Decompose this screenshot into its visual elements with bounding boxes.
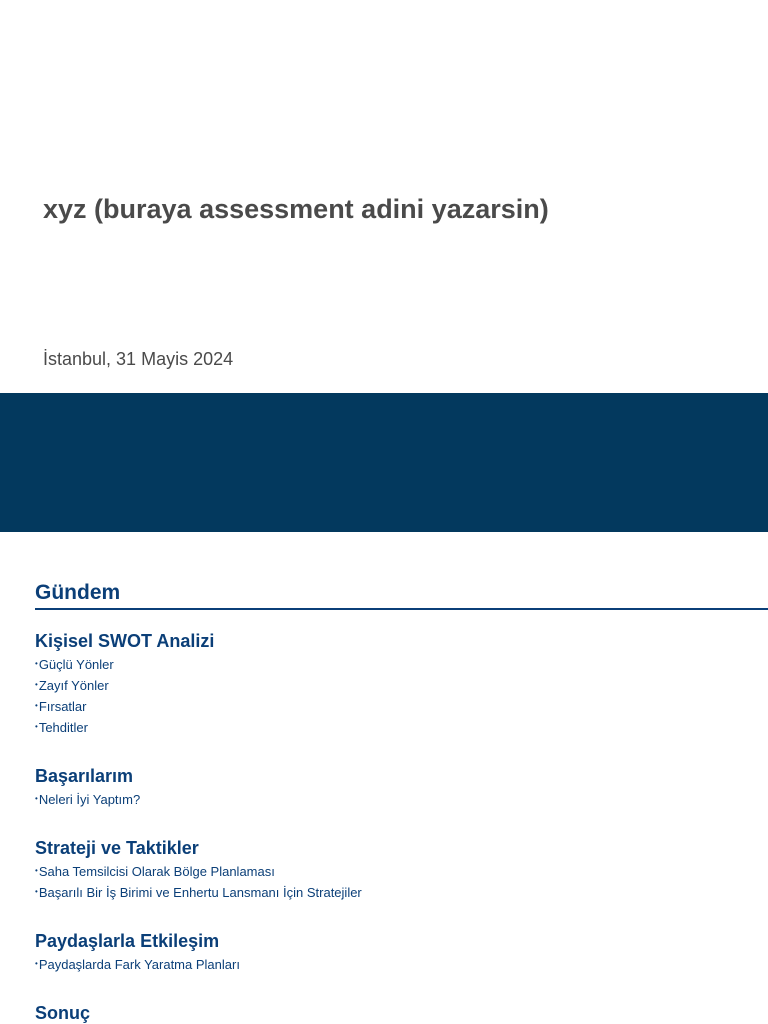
list-item: •Saha Temsilcisi Olarak Bölge Planlaması	[35, 864, 275, 879]
agenda-section-strategy	[35, 836, 755, 903]
agenda-heading: Gündem	[35, 581, 121, 604]
bullet-icon: •	[35, 659, 38, 668]
list-item: •Zayıf Yönler	[35, 678, 109, 693]
bullet-icon: •	[35, 887, 38, 896]
presentation-title: xyz (buraya assessment adini yazarsin)	[43, 194, 549, 224]
section-title: Başarılarım	[35, 766, 134, 786]
agenda-divider	[35, 608, 768, 610]
agenda-section-swot	[35, 629, 755, 738]
list-item: •Başarılı Bir İş Birimi ve Enhertu Lansmanı İçin Stratejiler	[35, 885, 362, 900]
list-item: •Paydaşlarda Fark Yaratma Planları	[35, 957, 240, 972]
section-title: Strateji ve Taktikler	[35, 838, 199, 858]
section-title: Paydaşlarla Etkileşim	[35, 931, 220, 951]
list-item: •Fırsatlar	[35, 699, 87, 714]
cover-color-band	[0, 393, 768, 532]
list-item: •Neleri İyi Yaptım?	[35, 792, 141, 807]
bullet-icon: •	[35, 794, 38, 803]
section-title: Sonuç	[35, 1003, 91, 1023]
agenda-section-conclusion	[35, 1001, 755, 1024]
bullet-icon: •	[35, 701, 38, 710]
list-item: •Tehditler	[35, 720, 88, 735]
bullet-icon: •	[35, 959, 38, 968]
agenda-sections	[35, 629, 755, 1024]
agenda-section-stakeholders	[35, 929, 755, 975]
agenda-section-achievements	[35, 764, 755, 810]
section-items	[35, 654, 755, 738]
section-items	[35, 954, 755, 975]
section-items	[35, 861, 755, 903]
section-items	[35, 789, 755, 810]
presentation-date: İstanbul, 31 Mayis 2024	[43, 349, 234, 369]
section-title: Kişisel SWOT Analizi	[35, 631, 215, 651]
bullet-icon: •	[35, 866, 38, 875]
bullet-icon: •	[35, 680, 38, 689]
bullet-icon: •	[35, 722, 38, 731]
list-item: •Güçlü Yönler	[35, 657, 114, 672]
